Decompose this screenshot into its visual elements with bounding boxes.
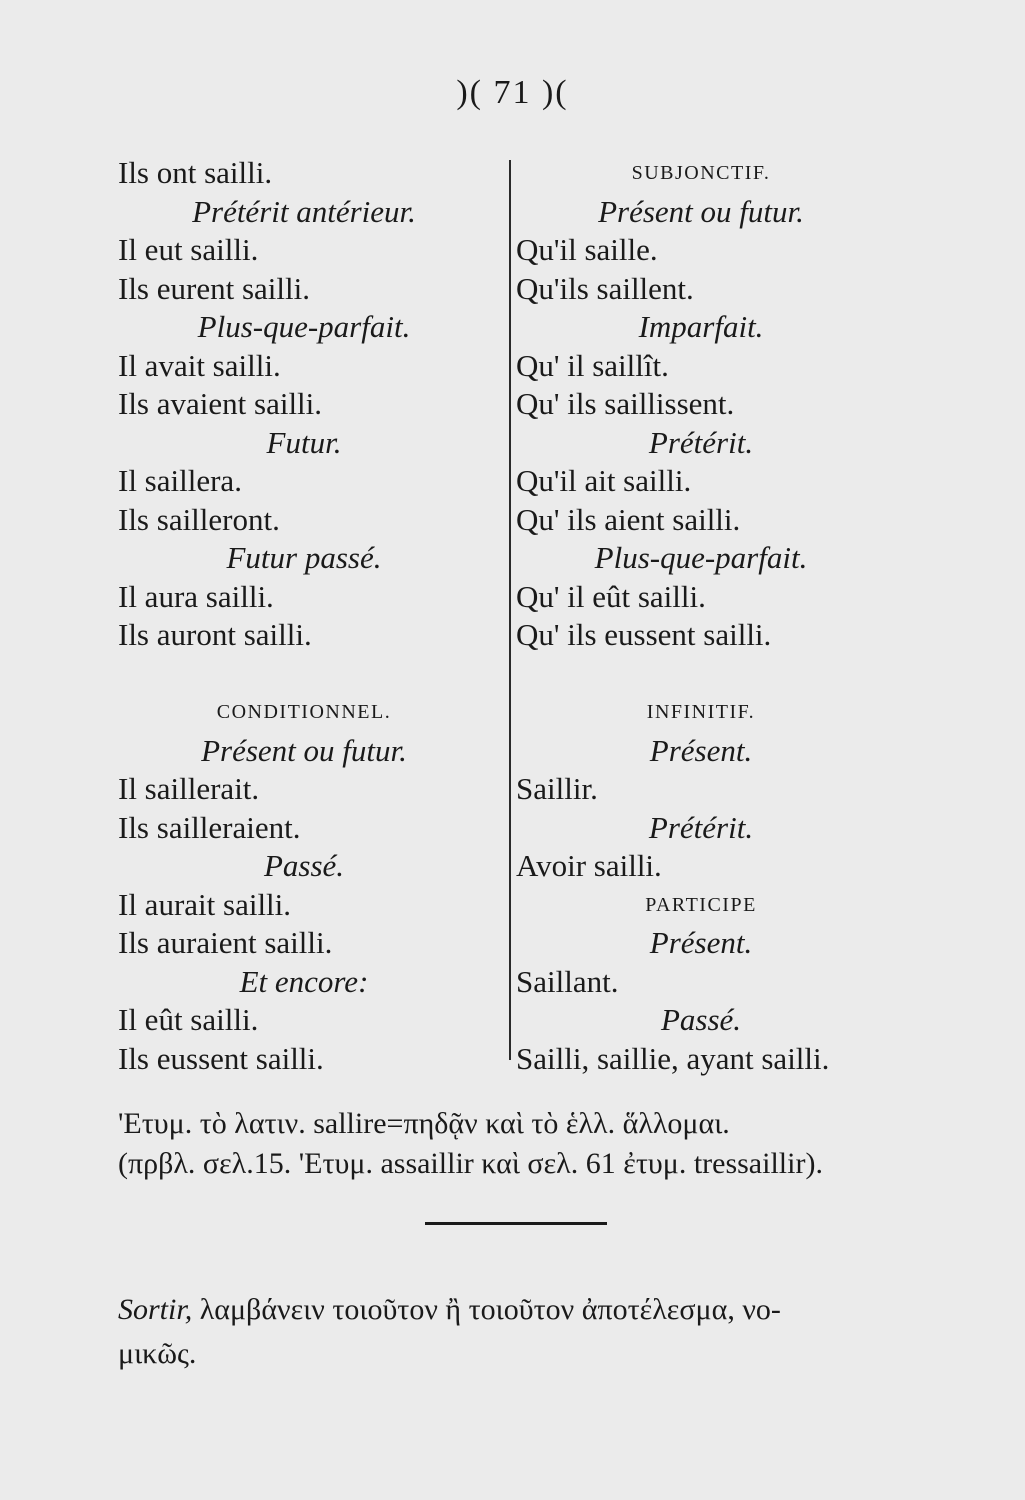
conjugation-line: Avoir sailli. [516,848,662,883]
right-column [516,154,886,1078]
conjugation-line: Il saillerait. [118,771,260,806]
tense-heading: Passé. [660,1002,742,1037]
conjugation-line: Qu' ils saillissent. [516,386,735,421]
tense-heading: Présent. [649,925,753,960]
conjugation-line: Il avait sailli. [118,347,281,383]
left-column [118,154,490,1078]
tense-heading: Futur passé. [226,540,382,575]
conjugation-line: Qu'il ait sailli. [516,463,692,498]
etymology-line-1: 'Ετυμ. τὸ λατιν. sallire=πηδᾷν καὶ τὸ ἑλλ. ἅλλομαι. [118,1107,730,1140]
conjugation-line: Ils ont sailli. [118,155,273,190]
tense-heading: Présent. [649,732,753,768]
page-number: )( 71 )( [456,74,569,111]
tense-heading: Plus-que-parfait. [197,309,411,344]
conjugation-line: Ils auront sailli. [118,617,312,652]
conjugation-line: Ils eurent sailli. [118,270,310,306]
conjugation-line: Qu' ils eussent sailli. [516,617,772,652]
tense-heading: Et encore: [239,963,369,999]
tense-heading: Plus-que-parfait. [594,540,808,575]
spacer [118,655,490,694]
etymology-note [118,1104,948,1184]
conjugation-line: Qu'ils saillent. [516,270,694,306]
conjugation-line: Ils eussent sailli. [118,1040,324,1076]
conjugation-line: Il eut sailli. [118,232,259,267]
tense-heading: Prétérit. [648,424,754,460]
conjugation-line: Saillir. [516,771,598,806]
tense-heading: Présent ou futur. [201,732,407,768]
conjugation-line: Il aura sailli. [118,578,274,614]
section-heading: CONDITIONNEL. [216,701,392,723]
definition-word: Sortir, [118,1293,193,1326]
definition-text-2: μικῶς. [118,1337,197,1370]
conjugation-line: Sailli, saillie, ayant sailli. [516,1040,830,1076]
section-heading: SUBJONCTIF. [631,162,771,184]
conjugation-line: Qu'il saille. [516,232,658,267]
section-heading: INFINITIF. [646,701,756,723]
column-divider [509,160,511,1060]
conjugation-line: Ils sailleraient. [118,809,301,845]
tense-heading: Prétérit. [648,809,754,845]
tense-heading: Passé. [263,848,345,883]
section-heading: PARTICIPE [645,893,757,916]
section-divider [425,1222,607,1225]
conjugation-line: Ils avaient sailli. [118,386,323,421]
conjugation-line: Il aurait sailli. [118,886,292,922]
spacer [516,655,886,694]
tense-heading: Futur. [266,424,342,460]
conjugation-line: Qu' il saillît. [516,347,669,383]
definition-entry [118,1288,948,1376]
tense-heading: Présent ou futur. [598,193,804,229]
conjugation-line: Ils auraient sailli. [118,925,333,960]
conjugation-line: Il saillera. [118,463,242,498]
definition-text-1: λαμβάνειν τοιοῦτον ἢ τοιοῦτον ἀποτέλεσμα, νο- [192,1293,781,1326]
conjugation-line: Qu' il eût sailli. [516,578,706,614]
conjugation-line: Saillant. [516,963,619,999]
tense-heading: Prétérit antérieur. [192,193,416,229]
etymology-line-2: (πρβλ. σελ.15. 'Ετυμ. assaillir καὶ σελ. 61 ἐτυμ. tressaillir). [118,1147,823,1180]
tense-heading: Imparfait. [638,309,764,344]
conjugation-line: Il eût sailli. [118,1002,259,1037]
conjugation-line: Qu' ils aient sailli. [516,501,741,537]
conjugation-line: Ils sailleront. [118,501,280,537]
